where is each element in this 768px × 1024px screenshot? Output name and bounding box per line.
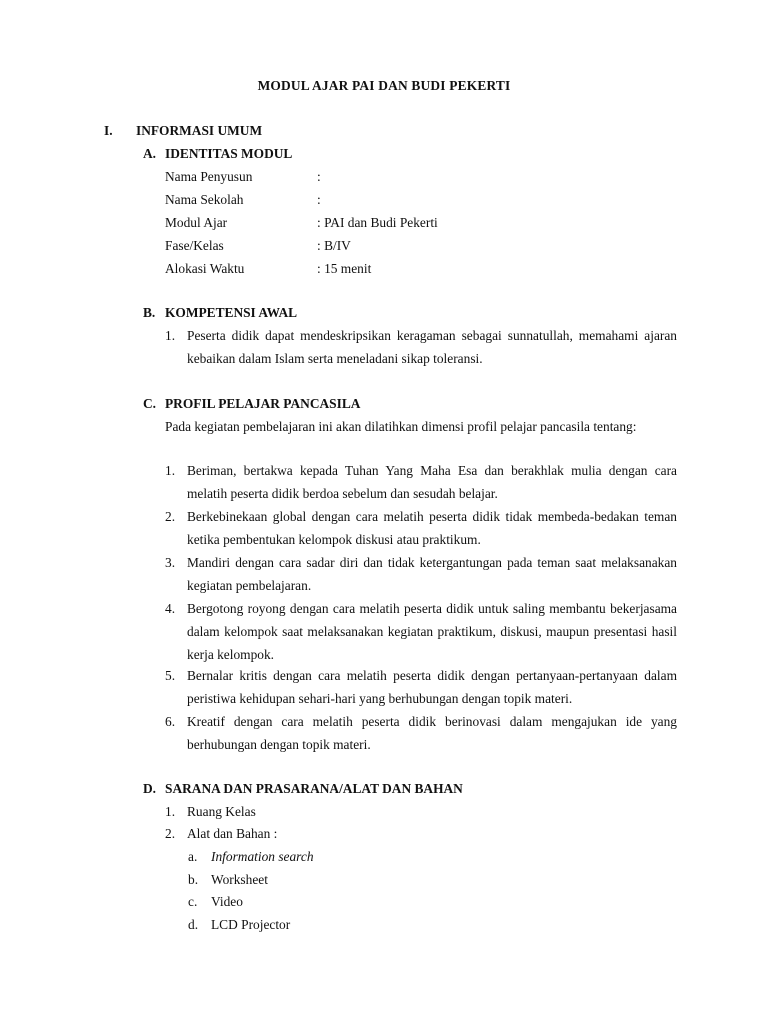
subsection-title: IDENTITAS MODUL [165, 146, 293, 161]
sublist-letter: b. [188, 872, 199, 887]
subsection-letter: C. [143, 396, 157, 411]
subsection-letter: A. [143, 146, 157, 161]
list-item-text: Alat dan Bahan : [187, 826, 278, 841]
identity-value: : [317, 192, 321, 207]
document-title: MODUL AJAR PAI DAN BUDI PEKERTI [257, 78, 511, 93]
list-number: 6. [165, 714, 176, 729]
identity-label: Nama Sekolah [165, 192, 244, 207]
subsection-title: SARANA DAN PRASARANA/ALAT DAN BAHAN [165, 781, 463, 796]
list-number: 5. [165, 668, 176, 683]
sublist-item-text: Worksheet [211, 872, 268, 887]
list-number: 2. [165, 509, 176, 524]
section-title: INFORMASI UMUM [136, 123, 263, 138]
subsection-title: KOMPETENSI AWAL [165, 305, 298, 320]
subsection-title: PROFIL PELAJAR PANCASILA [165, 396, 361, 411]
section-number: I. [104, 123, 113, 138]
identity-value: : PAI dan Budi Pekerti [317, 215, 438, 230]
identity-label: Fase/Kelas [165, 238, 224, 253]
intro-paragraph: Pada kegiatan pembelajaran ini akan dilatihkan dimensi profil pelajar pancasila tentang: [165, 419, 637, 434]
list-number: 2. [165, 826, 176, 841]
sublist-letter: d. [188, 917, 199, 932]
identity-label: Modul Ajar [165, 215, 228, 230]
identity-value: : 15 menit [317, 261, 372, 276]
list-item-text: Bergotong royong dengan cara melatih peserta didik untuk saling membantu bekerjasama dalam kelompok saat melaksanakan kegiatan praktikum, diskusi, maupun presentasi hasil kerja kelompok. [187, 601, 677, 662]
subsection-letter: B. [143, 305, 156, 320]
list-item-text: Berkebinekaan global dengan cara melatih peserta didik tidak membeda-bedakan teman ketika pembentukan kelompok diskusi atau praktikum. [187, 509, 677, 547]
list-number: 1. [165, 328, 176, 343]
list-item-text: Peserta didik dapat mendeskripsikan keragaman sebagai sunnatullah, memahami ajaran kebaikan dalam Islam serta meneladani sikap toleransi. [187, 328, 677, 366]
list-number: 3. [165, 555, 176, 570]
list-number: 1. [165, 463, 176, 478]
identity-label: Alokasi Waktu [165, 261, 245, 276]
identity-value: : [317, 169, 321, 184]
identity-value: : B/IV [317, 238, 351, 253]
sublist-item-text: Video [211, 894, 243, 909]
sublist-letter: a. [188, 849, 198, 864]
list-item-text: Bernalar kritis dengan cara melatih peserta didik dengan pertanyaan-pertanyaan dalam peristiwa kehidupan sehari-hari yang berhubungan dengan topik materi. [187, 668, 677, 706]
list-item-text: Mandiri dengan cara sadar diri dan tidak ketergantungan pada teman saat melaksanakan kegiatan pembelajaran. [187, 555, 677, 593]
list-item-text: Beriman, bertakwa kepada Tuhan Yang Maha Esa dan berakhlak mulia dengan cara melatih peserta didik berdoa sebelum dan sesudah belajar. [187, 463, 677, 501]
subsection-letter: D. [143, 781, 157, 796]
list-number: 4. [165, 601, 176, 616]
list-item-text: Kreatif dengan cara melatih peserta didik berinovasi dalam mengajukan ide yang berhubungan dengan topik materi. [187, 714, 677, 752]
sublist-item-text: Information search [211, 849, 314, 864]
sublist-item-text: LCD Projector [211, 917, 291, 932]
sublist-letter: c. [188, 894, 198, 909]
list-number: 1. [165, 804, 176, 819]
identity-label: Nama Penyusun [165, 169, 253, 184]
list-item-text: Ruang Kelas [187, 804, 256, 819]
